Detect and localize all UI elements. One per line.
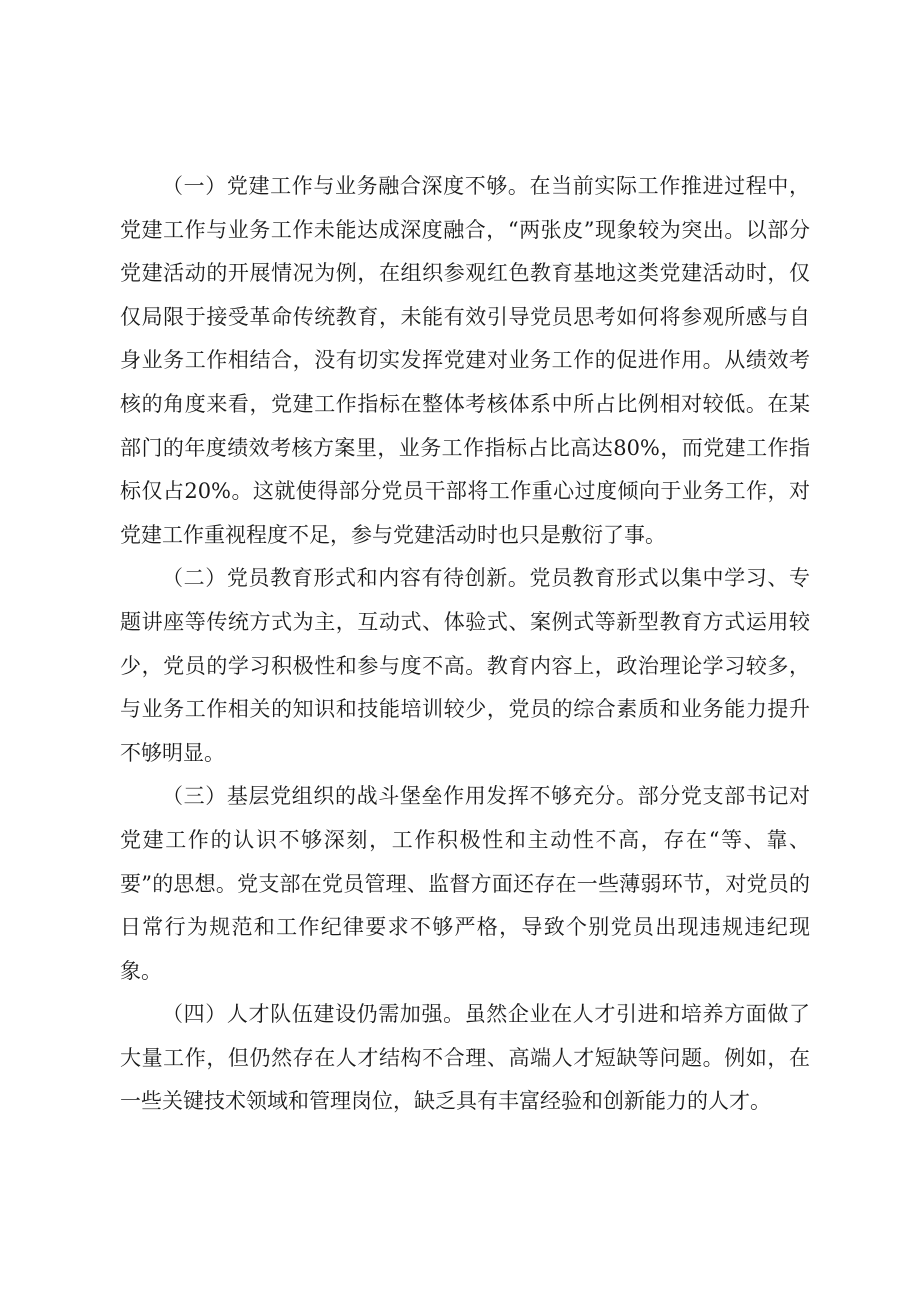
paragraph-2: （二）党员教育形式和内容有待创新。党员教育形式以集中学习、专题讲座等传统方式为主，互动式、体验式、案例式等新型教育方式运用较少，党员的学习积极性和参与度不高。教育内容上，政治理论学习较多，与业务工作相关的知识和技能培训较少，党员的综合素质和业务能力提升不够明显。 [120, 566, 810, 765]
paragraph-3: （三）基层党组织的战斗堡垒作用发挥不够充分。部分党支部书记对党建工作的认识不够深刻，工作积极性和主动性不高，存在“等、靠、要”的思想。党支部在党员管理、监督方面还存在一些薄弱环节，对党员的日常行为规范和工作纪律要求不够严格，导致个别党员出现违规违纪现象。 [120, 784, 810, 983]
paragraph-4: （四）人才队伍建设仍需加强。虽然企业在人才引进和培养方面做了大量工作，但仍然存在人才结构不合理、高端人才短缺等问题。例如，在一些关键技术领域和管理岗位，缺乏具有丰富经验和创新能力的人才。 [120, 1002, 810, 1114]
document-body [120, 165, 810, 1124]
paragraph-1: （一）党建工作与业务融合深度不够。在当前实际工作推进过程中，党建工作与业务工作未能达成深度融合，“两张皮”现象较为突出。以部分党建活动的开展情况为例，在组织参观红色教育基地这类党建活动时，仅仅局限于接受革命传统教育，未能有效引导党员思考如何将参观所感与自身业务工作相结合，没有切实发挥党建对业务工作的促进作用。从绩效考核的角度来看，党建工作指标在整体考核体系中所占比例相对较低。在某部门的年度绩效考核方案里，业务工作指标占比高达80%，而党建工作指标仅占20%。这就使得部分党员干部将工作重心过度倾向于业务工作，对党建工作重视程度不足，参与党建活动时也只是敷衍了事。 [120, 174, 810, 547]
